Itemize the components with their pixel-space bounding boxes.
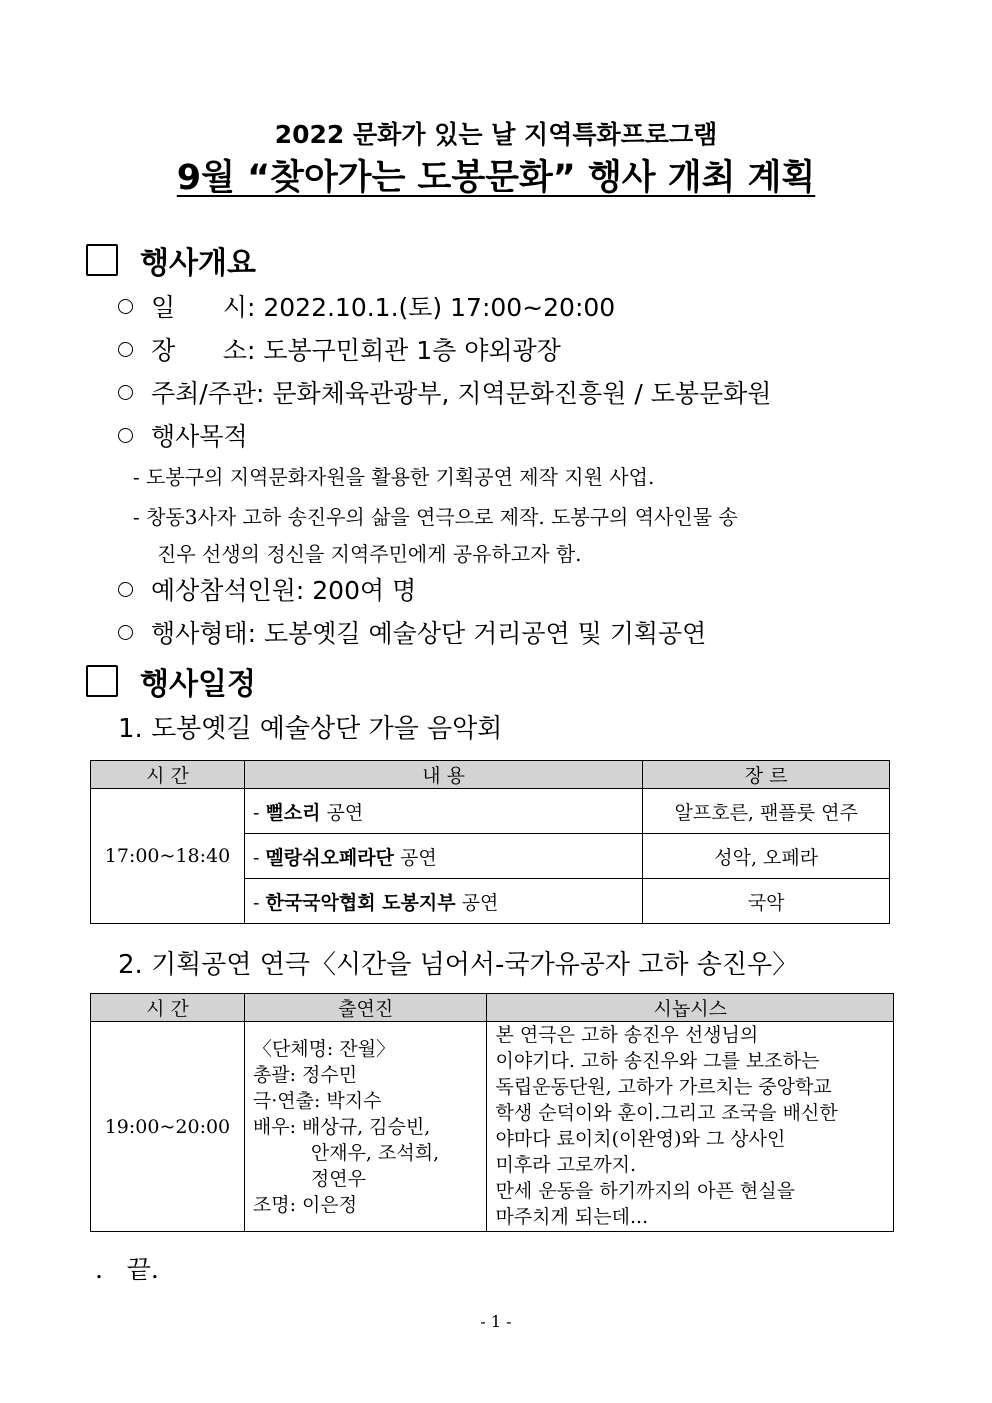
square-box-icon [86,665,118,697]
header-cast: 출연진 [244,994,487,1022]
genre-cell: 알프호른, 팬플룻 연주 [643,789,890,834]
section-overview-label: 행사개요 [140,246,256,281]
bullet-date [118,288,615,324]
bullet-venue [118,331,561,367]
host-text: 주최/주관: 문화체육관광부, 지역문화진흥원 / 도봉문화원 [151,379,772,408]
performer-suffix: 공연 [393,846,437,869]
header-time: 시 간 [91,994,245,1022]
format-text: 행사형태: 도봉옛길 예술상단 거리공연 및 기획공연 [151,619,707,648]
synopsis-line: 만세 운동을 하기까지의 아픈 현실을 [495,1180,795,1202]
dash: - [252,801,266,824]
table-row [91,789,890,834]
header-time: 시 간 [91,761,245,789]
table-header-row [91,761,890,789]
synopsis-line: 야마다 료이치(이완영)와 그 상사인 [495,1128,786,1150]
header-genre: 장 르 [643,761,890,789]
square-box-icon [86,244,118,276]
dash: - [252,846,266,869]
circle-bullet-icon [118,299,133,314]
synopsis-line: 본 연극은 고하 송진우 선생님의 [495,1024,759,1046]
cast-actors-cont: 정연우 [310,1167,366,1190]
time-cell: 19:00~20:00 [91,1022,245,1232]
purpose-line-2: - 창동3사자 고하 송진우의 삶을 연극으로 제작. 도봉구의 역사인물 송 [133,505,738,529]
performer-name: 뻘소리 [265,801,321,824]
venue-text: 장 소: 도봉구민회관 1층 야외광장 [151,336,561,365]
circle-bullet-icon [118,625,133,640]
purpose-line-1: - 도봉구의 지역문화자원을 활용한 기획공연 제작 지원 사업. [133,465,655,489]
dash: - [252,891,266,914]
table-header-row [91,994,894,1022]
cast-actors-cont: 안재우, 조석희, [310,1141,440,1164]
circle-bullet-icon [118,428,133,443]
bullet-purpose [118,417,248,453]
header-synopsis: 시놉시스 [487,994,894,1022]
section-schedule-heading [86,659,256,703]
bullet-format [118,614,706,650]
end-mark: . 끝. [95,1255,159,1284]
part1-title: 1. 도봉옛길 예술상단 가을 음악회 [118,714,503,744]
cast-lighting: 조명: 이은정 [252,1193,358,1216]
synopsis-cell [487,1022,894,1232]
genre-cell: 성악, 오페라 [643,834,890,879]
section-overview-heading [86,238,256,282]
performer-name: 멜랑쉬오페라단 [265,846,394,869]
document-title [0,150,992,200]
purpose-line-3: 진우 선생의 정신을 지역주민에게 공유하고자 함. [157,542,582,566]
circle-bullet-icon [118,342,133,357]
table-row [91,1022,894,1232]
date-text: 일 시: 2022.10.1.(토) 17:00~20:00 [151,293,616,322]
part2-title: 2. 기획공연 연극〈시간을 넘어서-국가유공자 고하 송진우〉 [118,950,799,980]
synopsis-line: 미후라 고로까지. [495,1154,637,1176]
genre-cell: 국악 [643,879,890,924]
circle-bullet-icon [118,385,133,400]
cast-cell [244,1022,487,1232]
synopsis-line: 독립운동단원, 고하가 가르치는 중앙학교 [495,1076,832,1098]
content-cell [244,789,642,834]
play-table [90,993,894,1232]
performer-suffix: 공연 [455,891,499,914]
performer-name: 한국국악협회 도봉지부 [265,891,456,914]
synopsis-line: 학생 순덕이와 훈이.그리고 조국을 배신한 [495,1102,838,1124]
document-title-text: 9월 “찾아가는 도봉문화” 행사 개최 계획 [176,158,816,198]
synopsis-line: 마주치게 되는데... [495,1206,649,1228]
content-cell [244,834,642,879]
header-content: 내 용 [244,761,642,789]
performer-suffix: 공연 [320,801,364,824]
bullet-attendance [118,571,416,607]
concert-table [90,760,890,924]
purpose-heading: 행사목적 [151,422,248,451]
time-cell: 17:00~18:40 [91,789,245,924]
cast-actors: 배우: 배상규, 김승빈, [252,1115,431,1138]
section-schedule-label: 행사일정 [140,667,256,702]
cast-director: 총괄: 정수민 [252,1063,358,1086]
attendance-text: 예상참석인원: 200여 명 [151,576,417,605]
page-number: - 1 - [480,1312,512,1331]
cast-group: 〈단체명: 잔월〉 [252,1037,396,1060]
cast-writer: 극·연출: 박지수 [252,1089,382,1112]
synopsis-line: 이야기다. 고하 송진우와 그를 보조하는 [495,1050,820,1072]
content-cell [244,879,642,924]
circle-bullet-icon [118,582,133,597]
document-subtitle: 2022 문화가 있는 날 지역특화프로그램 [274,120,718,149]
bullet-host [118,374,771,410]
